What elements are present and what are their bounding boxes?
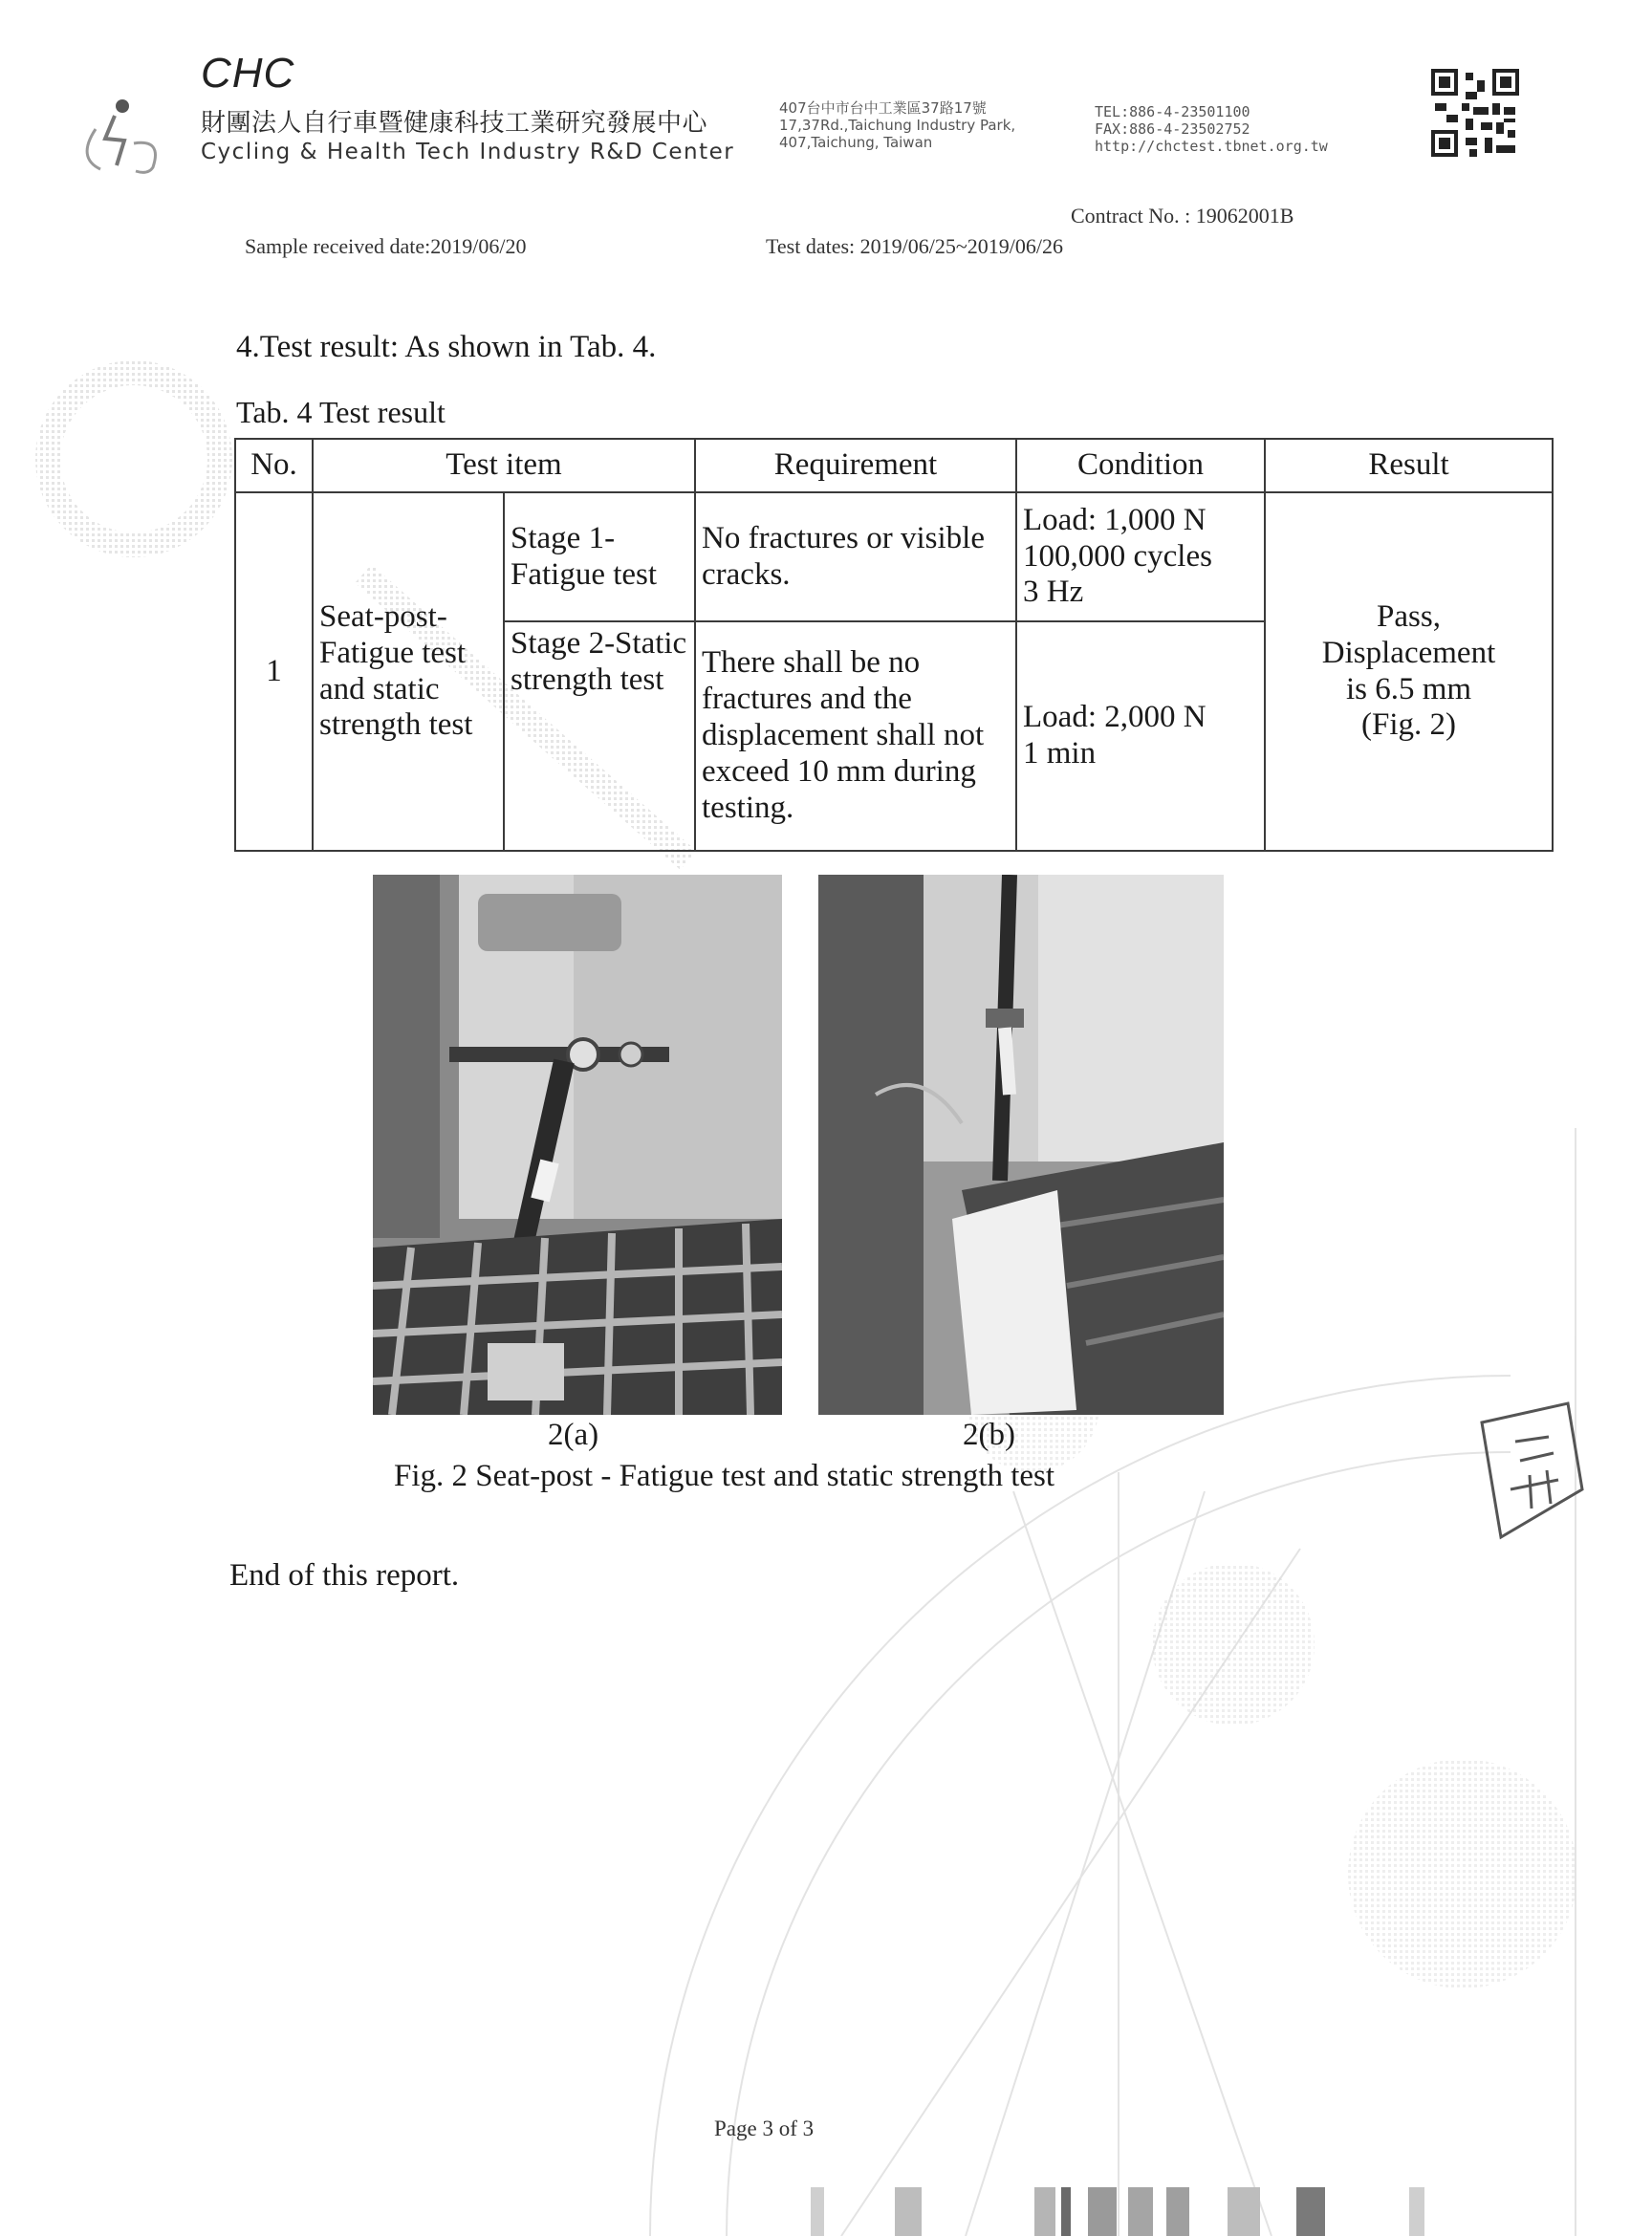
cell-stage2-condition [1016, 621, 1265, 851]
cell-test-item: Seat-post-Fatigue test and static strength test [313, 492, 504, 851]
footer-stripe [1088, 2187, 1117, 2236]
address-en-line2: 407,Taichung, Taiwan [779, 134, 933, 151]
footer-stripe [1166, 2187, 1189, 2236]
figure-label-2a: 2(a) [548, 1418, 599, 1452]
figure-caption: Fig. 2 Seat-post - Fatigue test and static strength test [394, 1459, 1055, 1493]
test-dates: Test dates: 2019/06/25~2019/06/26 [766, 234, 1064, 258]
cell-result [1265, 492, 1553, 851]
figure-label-2b: 2(b) [963, 1418, 1015, 1452]
result-line2: Displacement [1321, 635, 1496, 670]
org-name-en: Cycling & Health Tech Industry R&D Center [201, 140, 735, 164]
cell-stage2-requirement: There shall be no fractures and the displacement shall not exceed 10 mm during testing. [695, 621, 1016, 851]
end-of-report: End of this report. [229, 1558, 460, 1593]
footer-stripe [811, 2187, 824, 2236]
header-result: Result [1265, 439, 1553, 492]
result-line1: Pass, [1377, 598, 1441, 634]
test-result-table [234, 438, 1554, 852]
footer-stripe [1228, 2187, 1260, 2236]
cell-no: 1 [235, 492, 313, 851]
contract-number: Contract No. : 19062001B [1071, 204, 1294, 228]
table-header-row [235, 439, 1553, 492]
table-row [235, 492, 1553, 621]
footer-stripe [1128, 2187, 1153, 2236]
footer-stripe [1034, 2187, 1055, 2236]
header-no: No. [235, 439, 313, 492]
sample-received-date: Sample received date:2019/06/20 [245, 234, 527, 258]
website: http://chctest.tbnet.org.tw [1095, 138, 1328, 155]
table-caption: Tab. 4 Test result [236, 395, 446, 429]
fax: FAX:886-4-23502752 [1095, 120, 1250, 138]
stage1-load: Load: 1,000 N [1023, 502, 1206, 537]
footer-stripe [1061, 2187, 1071, 2236]
footer-stripe [895, 2187, 922, 2236]
header-requirement: Requirement [695, 439, 1016, 492]
org-name-zh: 財團法人自行車暨健康科技工業研究發展中心 [201, 109, 708, 138]
footer-stripe [1409, 2187, 1424, 2236]
stage2-duration: 1 min [1023, 736, 1097, 771]
page-number: Page 3 of 3 [714, 2117, 815, 2140]
result-line3: is 6.5 mm [1345, 671, 1472, 706]
cell-stage1: Stage 1-Fatigue test [504, 492, 695, 621]
contact-block [1095, 103, 1328, 155]
address-zh: 407台中市台中工業區37路17號 [779, 99, 987, 117]
stage1-frequency: 3 Hz [1023, 575, 1084, 610]
cell-stage1-requirement: No fractures or visible cracks. [695, 492, 1016, 621]
address-en-line1: 17,37Rd.,Taichung Industry Park, [779, 117, 1016, 134]
seal-stamp-icon [1463, 1384, 1587, 1556]
stage1-cycles: 100,000 cycles [1023, 538, 1212, 574]
cell-stage1-condition [1016, 492, 1265, 621]
header-condition: Condition [1016, 439, 1265, 492]
photo-2b [818, 875, 1224, 1415]
tel: TEL:886-4-23501100 [1095, 103, 1250, 120]
header-test-item: Test item [313, 439, 695, 492]
photo-2a [373, 875, 782, 1415]
cell-stage2: Stage 2-Static strength test [504, 621, 695, 851]
section-title: 4.Test result: As shown in Tab. 4. [236, 330, 657, 364]
brand-mark: CHC [201, 50, 295, 97]
stage2-load: Load: 2,000 N [1023, 700, 1206, 735]
qr-code-icon [1431, 69, 1519, 157]
footer-stripe [1296, 2187, 1325, 2236]
result-line4: (Fig. 2) [1361, 707, 1457, 743]
chc-logo [57, 91, 172, 177]
address-block [779, 99, 1015, 151]
